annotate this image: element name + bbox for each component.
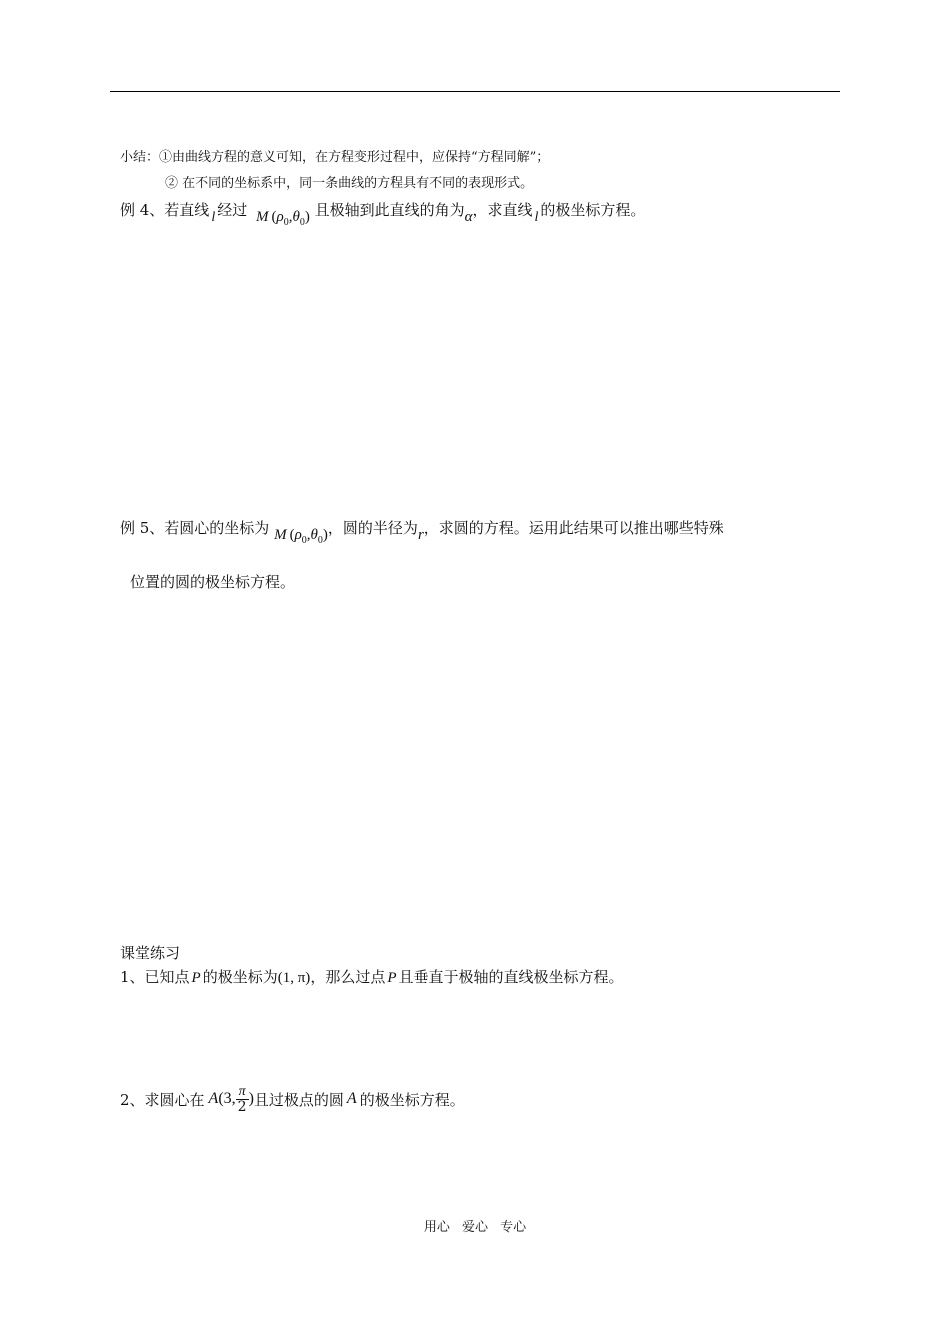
header-rule	[110, 91, 840, 92]
example-5-text-1: 例 5、若圆心的坐标为	[120, 519, 270, 537]
practice-question-2	[120, 1076, 465, 1122]
example-4-text-3: 且极轴到此直线的角为	[314, 201, 465, 219]
summary-line-1: 小结：①由曲线方程的意义可知，在方程变形过程中，应保持“方程同解”；	[120, 150, 550, 165]
example-5-text-3: ，求圆的方程。运用此结果可以推出哪些特殊	[423, 519, 724, 537]
example-4	[120, 199, 646, 228]
q1-text-2: 的极坐标为	[202, 968, 278, 986]
example-4-text-4: ，求直线	[472, 201, 533, 219]
point-m: M $(\rho_0,\theta_0)$	[256, 209, 310, 228]
q1-text-1: 1、已知点	[120, 968, 190, 986]
summary-line-2: ② 在不同的坐标系中，同一条曲线的方程具有不同的表现形式。	[165, 176, 534, 191]
q2-text-2: 且过极点的圆	[253, 1090, 344, 1109]
q1-text-3: ，那么过点	[310, 968, 386, 986]
example-4-text-2: 经过	[217, 201, 248, 219]
example-4-text-5: 的极坐标方程。	[540, 201, 646, 219]
circle-a: A	[346, 1090, 357, 1107]
radius-r: r	[417, 527, 424, 543]
line-l: l	[211, 210, 216, 225]
practice-heading: 课堂练习	[120, 944, 181, 962]
q2-text-3: 的极坐标方程。	[359, 1090, 465, 1109]
close-paren: )	[248, 1090, 254, 1107]
example-5	[120, 517, 724, 546]
point-p: P	[191, 970, 201, 986]
q1-text-4: 且垂直于极轴的直线极坐标方程。	[398, 968, 624, 986]
example-4-text-1: 例 4、若直线	[120, 201, 210, 219]
angle-alpha: α	[464, 209, 473, 225]
example-5-text-2: ，圆的半径为	[327, 519, 418, 537]
point-p-2: P	[387, 970, 397, 986]
page-footer: 用心 爱心 专心	[423, 1220, 527, 1235]
line-l-2: l	[534, 210, 539, 225]
center-a: A(3,	[208, 1090, 236, 1107]
center-m: M $(\rho_0,\theta_0)$	[274, 527, 328, 546]
q2-text-1: 2、求圆心在	[120, 1090, 205, 1109]
pi-over-2-fraction: $\frac{\pi}{2}$	[237, 1083, 247, 1115]
q1-point: (1, π)	[277, 970, 311, 986]
example-5-line-2: 位置的圆的极坐标方程。	[130, 573, 296, 591]
practice-question-1	[120, 966, 624, 987]
